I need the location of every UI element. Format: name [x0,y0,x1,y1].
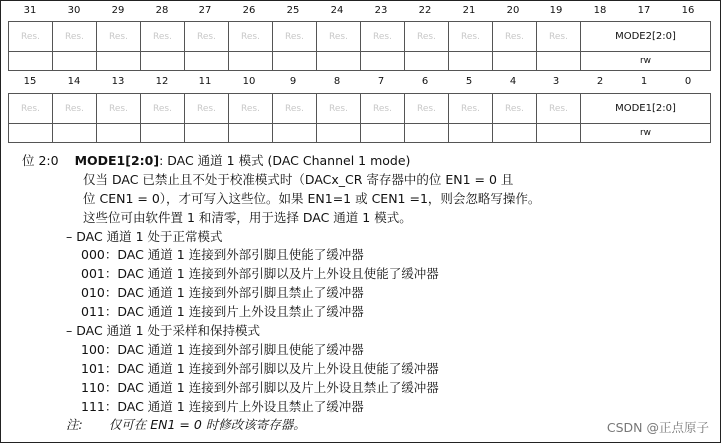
note-label: 注: [66,417,83,433]
reserved-cell: Res. [317,94,361,124]
reserved-cell: Res. [9,94,53,124]
bit-number: 31 [23,5,37,16]
bit-number: 5 [465,76,473,87]
bit-number: 4 [509,76,517,87]
note-text: 仅可在 EN1 = 0 时修改该寄存器。 [108,417,306,433]
bit-number: 22 [418,5,432,16]
upper-register-table [8,21,711,71]
group-title-normal: – DAC 通道 1 处于正常模式 [66,228,223,244]
bit-number: 25 [286,5,300,16]
reserved-cell: Res. [405,94,449,124]
reserved-cell: Res. [229,22,273,52]
bit-number: 24 [330,5,344,16]
reserved-cell: Res. [537,22,581,52]
bit-number: 1 [640,76,648,87]
bit-number: 11 [198,76,212,87]
reserved-cell: Res. [97,22,141,52]
reserved-cell: Res. [229,94,273,124]
mode1-field: MODE1[2:0] [581,94,711,124]
mode2-access: rw [581,52,711,71]
bit-number: 23 [374,5,388,16]
reserved-cell: Res. [537,94,581,124]
group-title-sample-hold: – DAC 通道 1 处于采样和保持模式 [66,323,261,339]
bit-number: 3 [552,76,560,87]
upper-bit-numbers [8,3,710,19]
bit-number: 26 [242,5,256,16]
lower-register-table [8,93,711,143]
field-name: MODE1[2:0] [74,153,160,168]
reserved-cell: Res. [449,94,493,124]
description-line: 仅当 DAC 已禁止且不处于校准模式时（DACx_CR 寄存器中的位 EN1 = 0 且 [83,171,514,187]
note [22,416,702,435]
reserved-cell: Res. [449,22,493,52]
mode-option: 101：DAC 通道 1 连接到外部引脚以及片上外设且使能了缓冲器 [81,360,439,376]
bit-number: 28 [155,5,169,16]
mode-option: 100：DAC 通道 1 连接到外部引脚且使能了缓冲器 [81,341,364,357]
lower-bit-numbers [8,74,710,90]
bit-number: 19 [549,5,563,16]
mode-option: 011：DAC 通道 1 连接到片上外设且禁止了缓冲器 [81,304,364,320]
reserved-cell: Res. [493,94,537,124]
reserved-cell: Res. [361,22,405,52]
reserved-cell: Res. [53,22,97,52]
reserved-cell: Res. [317,22,361,52]
reserved-cell: Res. [53,94,97,124]
bit-number: 30 [67,5,81,16]
bit-position: 位 2:0 [22,153,59,168]
bit-number: 0 [684,76,692,87]
bit-number: 2 [596,76,604,87]
bit-number: 14 [67,76,81,87]
reserved-cell: Res. [273,22,317,52]
reserved-cell: Res. [493,22,537,52]
description-line: 这些位可由软件置 1 和清零，用于选择 DAC 通道 1 模式。 [83,209,412,225]
bit-number: 18 [593,5,607,16]
reserved-cell: Res. [9,22,53,52]
field-heading [22,152,702,171]
bit-number: 6 [421,76,429,87]
field-title: : DAC 通道 1 模式 (DAC Channel 1 mode) [159,153,411,168]
bit-number: 8 [333,76,341,87]
reserved-cell: Res. [273,94,317,124]
bit-number: 16 [681,5,695,16]
watermark: CSDN @正点原子 [606,420,709,435]
mode-option: 001：DAC 通道 1 连接到外部引脚以及片上外设且使能了缓冲器 [81,266,439,282]
bit-number: 20 [506,5,520,16]
field-description [22,152,702,435]
bit-number: 13 [111,76,125,87]
bit-number: 12 [155,76,169,87]
mode1-access: rw [581,124,711,143]
mode-option: 000：DAC 通道 1 连接到外部引脚且使能了缓冲器 [81,247,364,263]
reserved-cell: Res. [185,94,229,124]
mode-option: 010：DAC 通道 1 连接到外部引脚且禁止了缓冲器 [81,285,364,301]
bit-number: 15 [23,76,37,87]
reserved-cell: Res. [97,94,141,124]
reserved-cell: Res. [361,94,405,124]
reserved-cell: Res. [185,22,229,52]
reserved-cell: Res. [405,22,449,52]
bit-number: 10 [242,76,256,87]
reserved-cell: Res. [141,22,185,52]
reserved-cell: Res. [141,94,185,124]
bit-number: 9 [289,76,297,87]
bit-number: 7 [377,76,385,87]
bit-number: 29 [111,5,125,16]
bit-number: 21 [462,5,476,16]
description-line: 位 CEN1 = 0），才可写入这些位。如果 EN1=1 或 CEN1 =1，则会忽略写操作。 [83,190,541,206]
mode-option: 110：DAC 通道 1 连接到外部引脚以及片上外设且禁止了缓冲器 [81,379,439,395]
bit-number: 27 [198,5,212,16]
mode2-field: MODE2[2:0] [581,22,711,52]
bit-number: 17 [637,5,651,16]
mode-option: 111：DAC 通道 1 连接到片上外设且禁止了缓冲器 [81,398,364,414]
